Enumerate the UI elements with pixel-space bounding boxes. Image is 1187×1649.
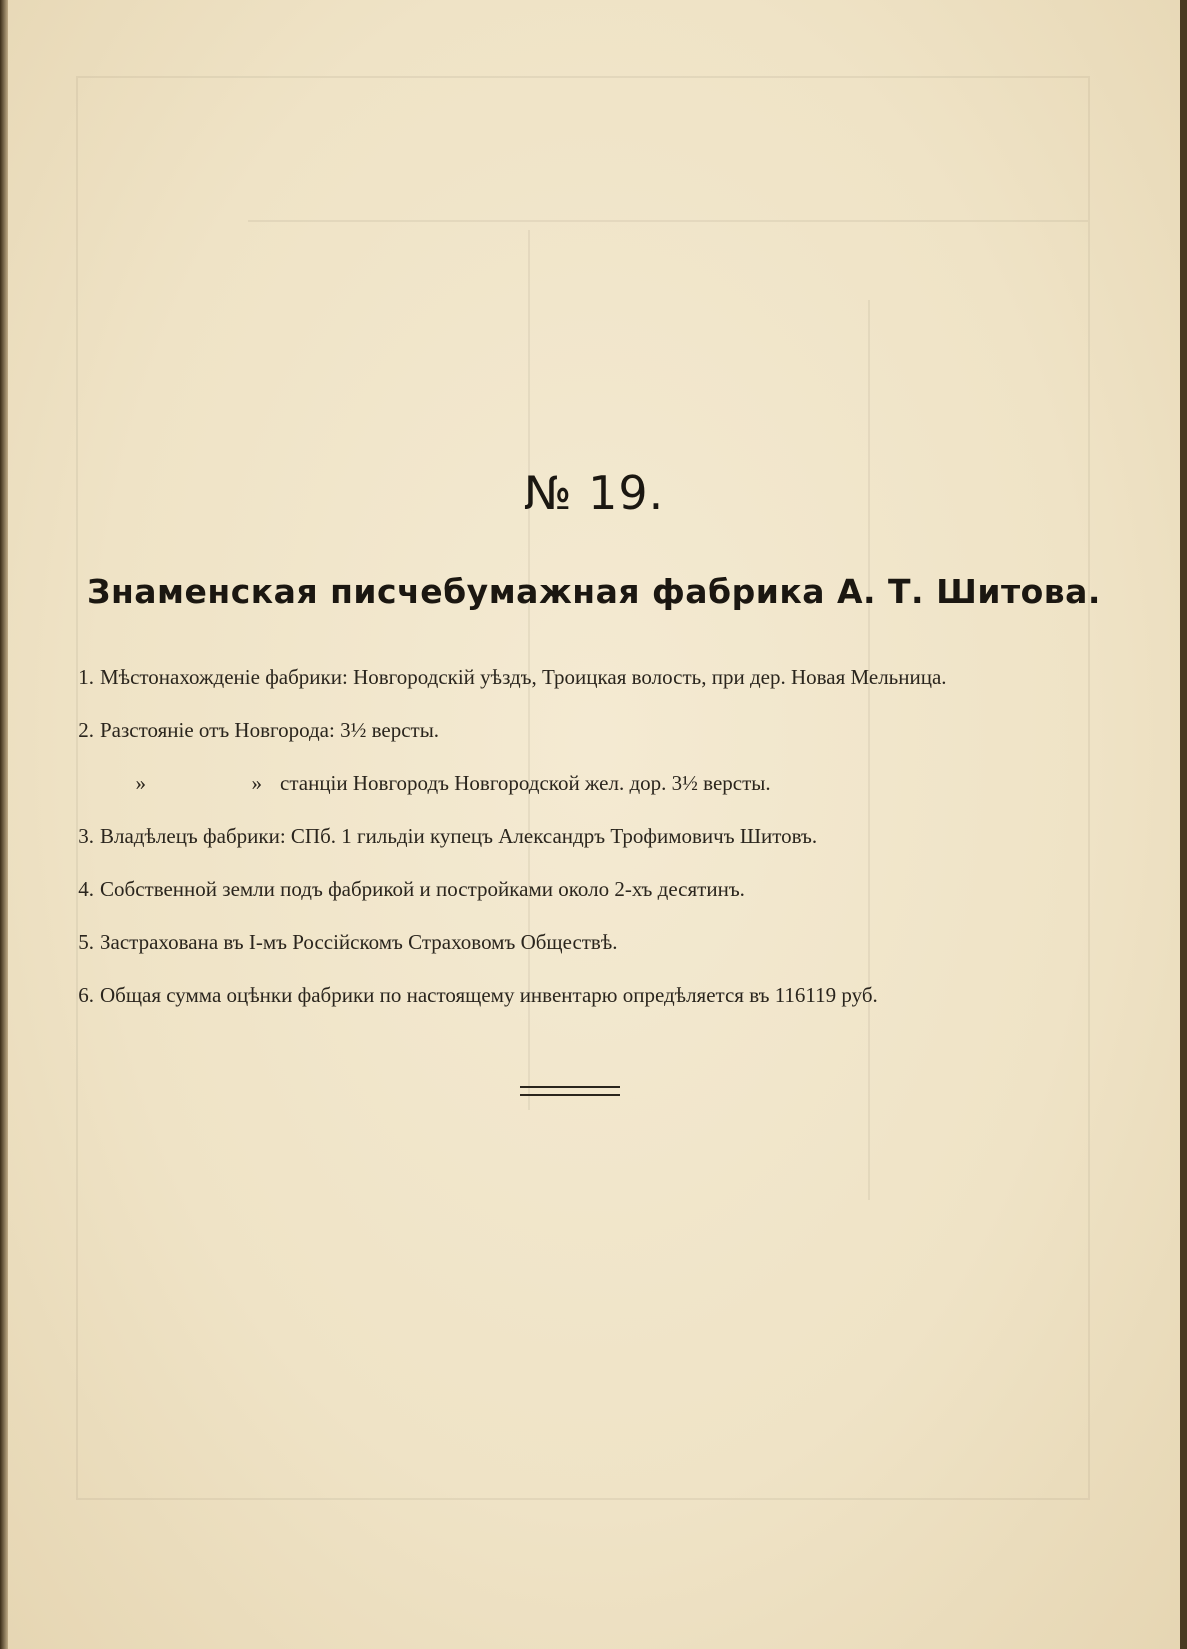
item-text: Владѣлецъ фабрики: СПб. 1 гильдіи купецъ Александръ Трофимовичъ Шитовъ. xyxy=(100,824,818,848)
document-page xyxy=(8,0,1180,1649)
item-text: Собственной земли подъ фабрикой и постройками около 2-хъ десятинъ. xyxy=(100,877,745,901)
item-number: 6. xyxy=(78,983,94,1007)
list-item xyxy=(64,872,1079,907)
list-item xyxy=(64,978,1079,1013)
bleed-through-line xyxy=(248,220,1088,222)
document-title: Знаменская писчебумажная фабрика А. Т. Шитова. xyxy=(87,572,1101,611)
list-item xyxy=(64,819,1079,854)
item-number: 2. xyxy=(78,718,94,742)
item-text: Общая сумма оцѣнки фабрики по настоящему инвентарю опредѣляется въ 116119 руб. xyxy=(100,983,878,1007)
list-item-continuation xyxy=(64,766,1079,801)
item-list xyxy=(64,660,1079,1031)
item-number: 4. xyxy=(78,877,94,901)
list-item xyxy=(64,925,1079,960)
list-item xyxy=(64,713,1079,748)
item-number: 1. xyxy=(78,665,94,689)
item-text: станціи Новгородъ Новгородской жел. дор. 3½ версты. xyxy=(280,771,771,795)
double-rule-divider xyxy=(520,1086,620,1096)
ditto-mark: » xyxy=(135,771,146,795)
item-number: 5. xyxy=(78,930,94,954)
item-number: 3. xyxy=(78,824,94,848)
ditto-mark: » xyxy=(251,771,262,795)
item-text: Мѣстонахожденіе фабрики: Новгородскій уѣздъ, Троицкая волость, при дер. Новая Мельница. xyxy=(100,665,947,689)
item-text: Застрахована въ I-мъ Россійскомъ Страховомъ Обществѣ. xyxy=(100,930,618,954)
item-text: Разстояніе отъ Новгорода: 3½ версты. xyxy=(100,718,440,742)
list-item xyxy=(64,660,1079,695)
document-number: № 19. xyxy=(523,466,665,520)
